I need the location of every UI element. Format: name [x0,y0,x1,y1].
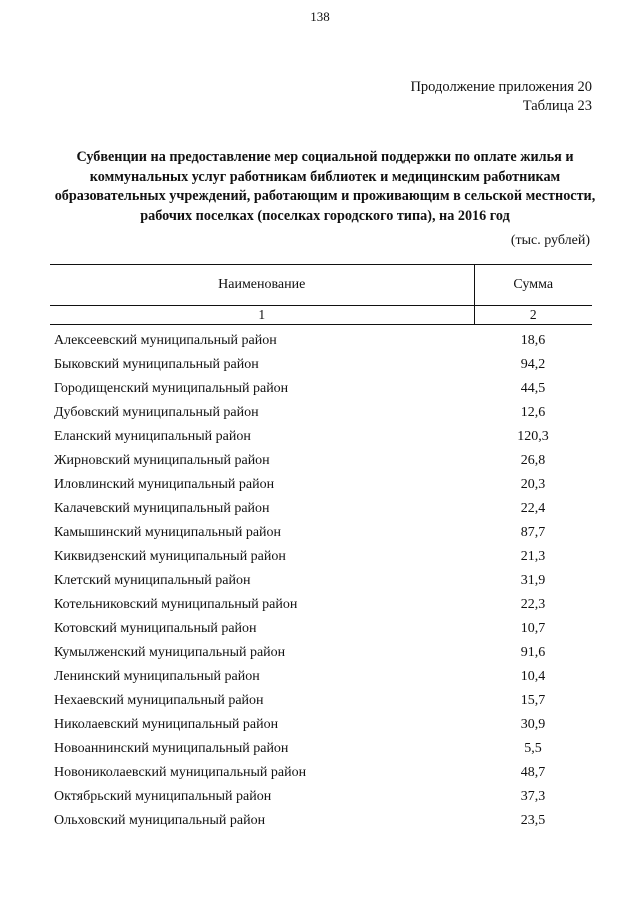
table-row [50,665,592,689]
sum-cell: 10,7 [520,621,546,636]
district-name-cell: Ленинский муниципальный район [54,669,260,684]
table-row [50,401,592,425]
district-name-cell: Нехаевский муниципальный район [54,693,264,708]
appendix-continuation: Продолжение приложения 20 [410,79,592,95]
district-name-cell: Октябрьский муниципальный район [54,789,272,804]
sum-cell: 94,2 [520,357,546,372]
table-row [50,761,592,785]
district-name-cell: Киквидзенский муниципальный район [54,549,286,564]
table-row [50,545,592,569]
sum-cell: 26,8 [520,453,546,468]
sum-cell: 48,7 [520,765,546,780]
district-name-cell: Котовский муниципальный район [54,621,257,636]
district-name-cell: Котельниковский муниципальный район [54,597,298,612]
table-row [50,809,592,833]
table-row [50,593,592,617]
column-number-row [50,306,592,325]
district-name-cell: Камышинский муниципальный район [54,525,282,540]
header-sum: Сумма [474,265,592,306]
district-name-cell: Ольховский муниципальный район [54,813,266,828]
district-name-cell: Алексеевский муниципальный район [54,333,277,348]
sum-cell: 87,7 [520,525,546,540]
sum-cell: 37,3 [520,789,546,804]
sum-cell: 5,5 [524,741,542,756]
district-name-cell: Николаевский муниципальный район [54,717,279,732]
header-name: Наименование [50,265,474,306]
table-row [50,689,592,713]
sum-cell: 22,4 [520,501,546,516]
table-number: Таблица 23 [522,98,592,114]
table-row [50,617,592,641]
district-name-cell: Калачевский муниципальный район [54,501,270,516]
page-number: 138 [310,9,330,24]
district-name-cell: Жирновский муниципальный район [54,453,270,468]
table-header [50,265,592,325]
appendix-reference [410,78,592,116]
district-name-cell: Кумылженский муниципальный район [54,645,286,660]
district-name-cell: Дубовский муниципальный район [54,405,259,420]
table-body [50,325,592,834]
sum-cell: 15,7 [520,693,546,708]
sum-cell: 22,3 [520,597,546,612]
sum-cell: 30,9 [520,717,546,732]
district-name-cell: Городищенский муниципальный район [54,381,289,396]
sum-cell: 31,9 [520,573,546,588]
table-row [50,785,592,809]
table-row [50,377,592,401]
table-row [50,713,592,737]
units-note: (тыс. рублей) [510,233,590,248]
table-row [50,569,592,593]
table-row [50,353,592,377]
subventions-table [50,264,592,833]
district-name-cell: Новониколаевский муниципальный район [54,765,307,780]
sum-cell: 20,3 [520,477,546,492]
table-row [50,497,592,521]
district-name-cell: Быковский муниципальный район [54,357,259,372]
district-name-cell: Клетский муниципальный район [54,573,251,588]
sum-cell: 120,3 [517,429,549,444]
sum-cell: 91,6 [520,645,546,660]
table-row [50,473,592,497]
column-number-1: 1 [50,306,474,325]
table-row [50,641,592,665]
document-title: Субвенции на предоставление мер социальной поддержки по оплате жилья и коммунальных услуг работникам библиотек и медицинским работникам образовательных учреждений, работающим и проживающим в сельской местности, рабочих поселках (поселках городского типа), на 2016 год [54,149,596,224]
sum-cell: 44,5 [520,381,546,396]
column-number-2: 2 [474,306,592,325]
subventions-table-container [50,264,592,833]
table-row [50,425,592,449]
table-row [50,325,592,354]
sum-cell: 18,6 [520,333,546,348]
sum-cell: 12,6 [520,405,546,420]
sum-cell: 10,4 [520,669,546,684]
sum-cell: 21,3 [520,549,546,564]
table-row [50,521,592,545]
table-row [50,737,592,761]
district-name-cell: Еланский муниципальный район [54,429,251,444]
sum-cell: 23,5 [520,813,546,828]
table-row [50,449,592,473]
district-name-cell: Иловлинский муниципальный район [54,477,275,492]
district-name-cell: Новоаннинский муниципальный район [54,741,289,756]
header-row [50,265,592,306]
